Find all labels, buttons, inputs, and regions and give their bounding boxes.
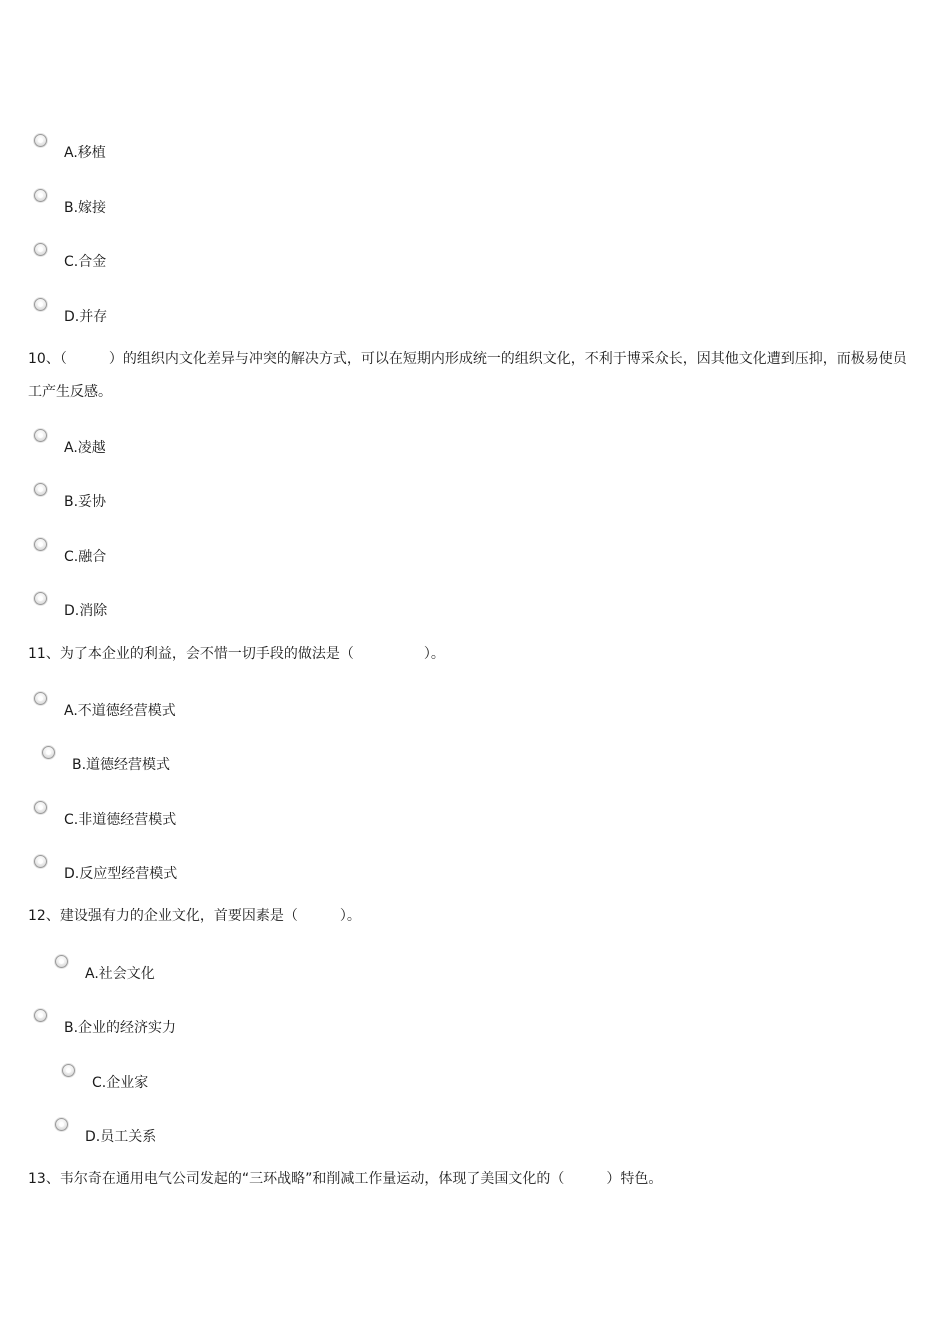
option-label: B.嫁接 bbox=[64, 200, 107, 216]
radio-button[interactable] bbox=[34, 538, 47, 551]
option-label: B.企业的经济实力 bbox=[64, 1020, 177, 1036]
question-text: 10、（ ）的组织内文化差异与冲突的解决方式，可以在短期内形成统一的组织文化，不利于博采众长，因其他文化遭到压抑，而极易使员 bbox=[28, 351, 907, 367]
question-text-continued: 工产生反感。 bbox=[28, 384, 112, 400]
radio-button[interactable] bbox=[34, 243, 47, 256]
option-label: D.消除 bbox=[64, 603, 108, 619]
radio-button[interactable] bbox=[55, 1118, 68, 1131]
radio-button[interactable] bbox=[34, 189, 47, 202]
option-label: D.反应型经营模式 bbox=[64, 866, 178, 882]
radio-button[interactable] bbox=[34, 592, 47, 605]
radio-button[interactable] bbox=[34, 1009, 47, 1022]
radio-button[interactable] bbox=[34, 429, 47, 442]
question-text: 13、韦尔奇在通用电气公司发起的“三环战略”和削减工作量运动，体现了美国文化的（ ）特色。 bbox=[28, 1171, 663, 1187]
option-label: C.非道德经营模式 bbox=[64, 812, 177, 828]
option-label: A.凌越 bbox=[64, 440, 106, 456]
radio-button[interactable] bbox=[34, 801, 47, 814]
radio-button[interactable] bbox=[34, 855, 47, 868]
radio-button[interactable] bbox=[34, 483, 47, 496]
option-label: B.妥协 bbox=[64, 494, 107, 510]
option-label: D.员工关系 bbox=[85, 1129, 157, 1145]
option-label: C.合金 bbox=[64, 254, 107, 270]
radio-button[interactable] bbox=[55, 955, 68, 968]
radio-button[interactable] bbox=[34, 692, 47, 705]
radio-button[interactable] bbox=[34, 298, 47, 311]
radio-button[interactable] bbox=[42, 746, 55, 759]
question-text: 12、建设强有力的企业文化，首要因素是（ ）。 bbox=[28, 908, 361, 924]
radio-button[interactable] bbox=[62, 1064, 75, 1077]
radio-button[interactable] bbox=[34, 134, 47, 147]
option-label: D.并存 bbox=[64, 309, 108, 325]
option-label: C.融合 bbox=[64, 549, 107, 565]
option-label: A.社会文化 bbox=[85, 966, 155, 982]
question-text: 11、为了本企业的利益，会不惜一切手段的做法是（ ）。 bbox=[28, 646, 445, 662]
option-label: B.道德经营模式 bbox=[72, 757, 171, 773]
option-label: A.移植 bbox=[64, 145, 106, 161]
option-label: A.不道德经营模式 bbox=[64, 703, 176, 719]
option-label: C.企业家 bbox=[92, 1075, 149, 1091]
